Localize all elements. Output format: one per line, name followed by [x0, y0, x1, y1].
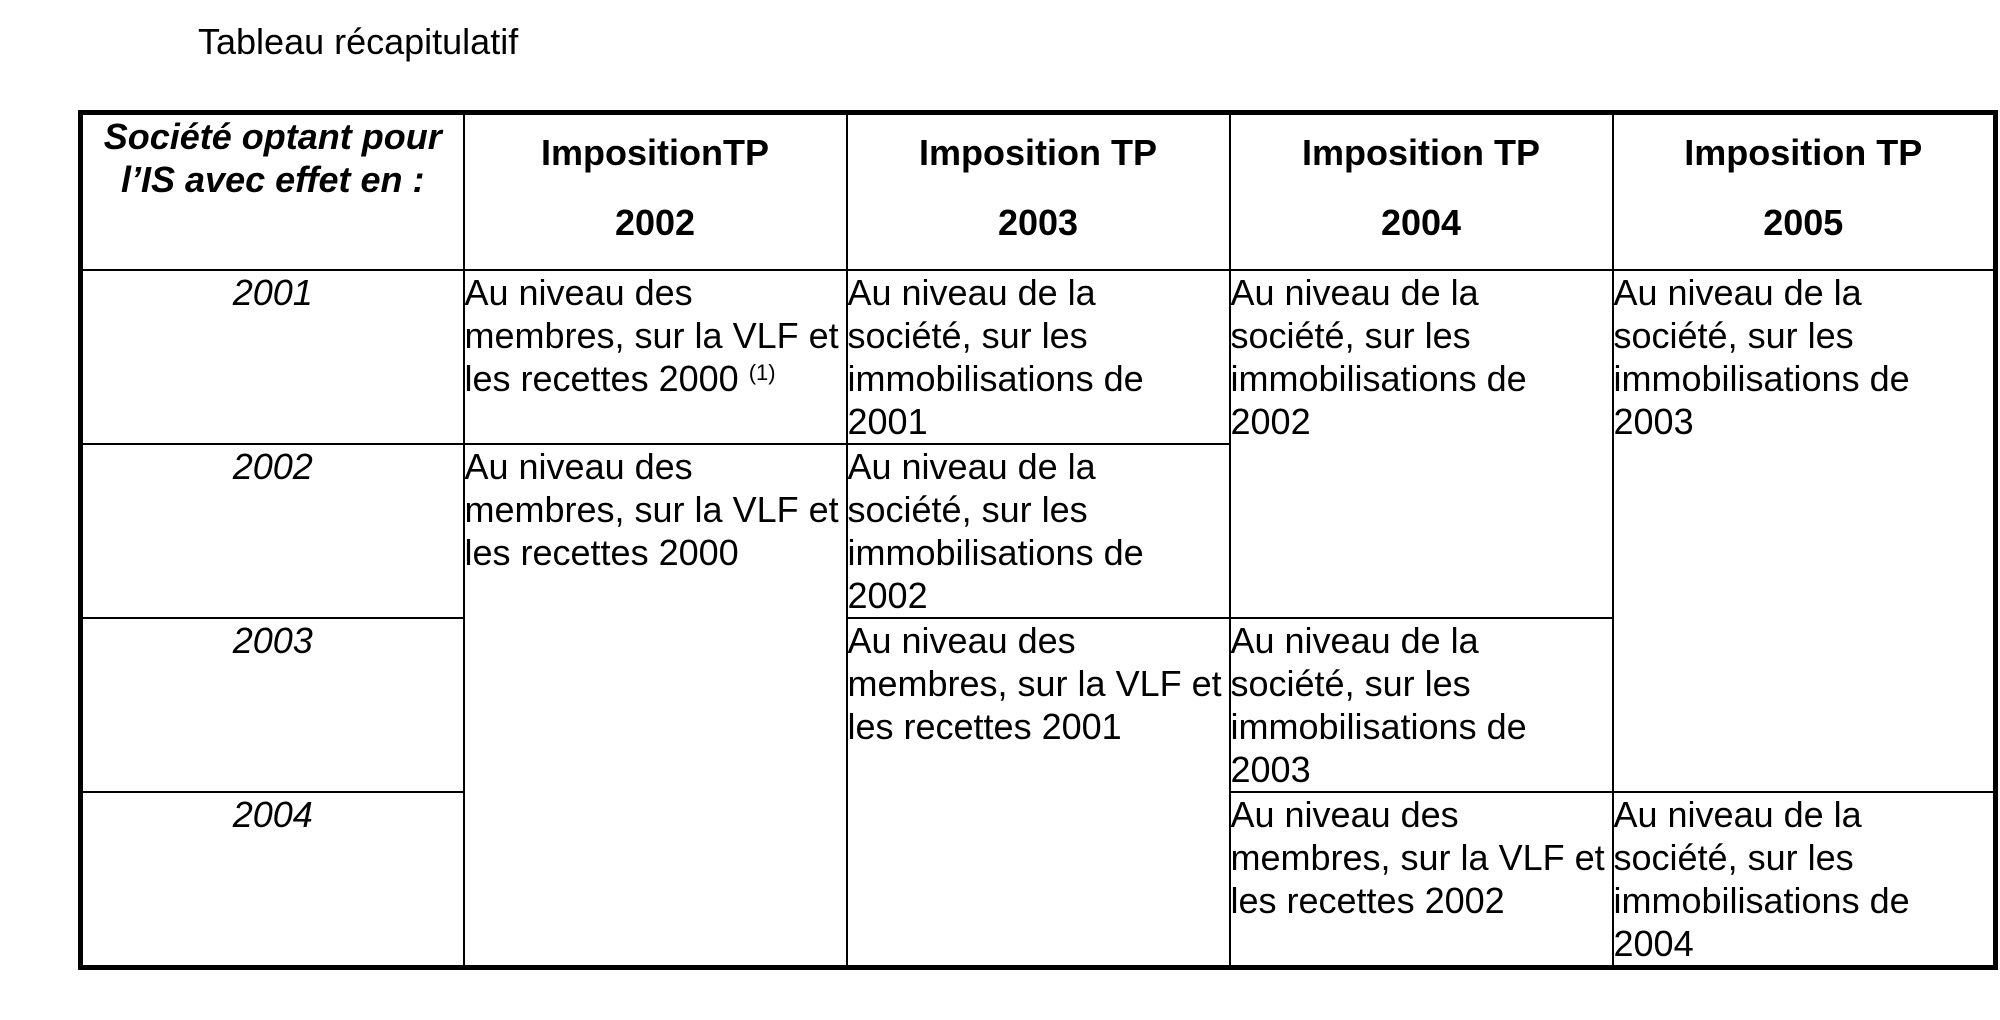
cell-2001-2003-2005: Au niveau de la société, sur les immobilisations de 2003	[1613, 270, 1996, 792]
row-year-2002: 2002	[81, 444, 464, 618]
footnote-marker: (1)	[748, 360, 776, 385]
cell-2002-2004-2002: Au niveau des membres, sur la VLF et les recettes 2000	[464, 444, 847, 968]
column-header-label: Imposition TP	[1684, 132, 1923, 173]
column-header-year: 2002	[614, 202, 696, 243]
cell-2001-2002	[464, 270, 847, 444]
cell-2003-2004: Au niveau de la société, sur les immobilisations de 2003	[1230, 618, 1613, 792]
cell-2001-2002-2004: Au niveau de la société, sur les immobilisations de 2002	[1230, 270, 1613, 618]
cell-text: Au niveau des membres, sur la VLF et les recettes 2000	[464, 272, 839, 399]
column-header-year: 2003	[997, 202, 1079, 243]
cell-2002-2003: Au niveau de la société, sur les immobilisations de 2002	[847, 444, 1230, 618]
column-header-label: ImpositionTP	[541, 132, 769, 173]
cell-2004-2004: Au niveau des membres, sur la VLF et les recettes 2002	[1230, 792, 1613, 968]
summary-table	[78, 110, 1998, 970]
row-year-2001: 2001	[81, 270, 464, 444]
document-title: Tableau récapitulatif	[198, 21, 519, 62]
column-header-label: Imposition TP	[1302, 132, 1540, 173]
row-year-2003: 2003	[81, 618, 464, 792]
column-header-year: 2005	[1763, 202, 1844, 243]
column-header-2002	[464, 113, 847, 271]
cell-2003-2004-2003: Au niveau des membres, sur la VLF et les recettes 2001	[847, 618, 1230, 968]
column-header-2005	[1613, 113, 1996, 271]
column-header-year: 2004	[1380, 202, 1462, 243]
column-header-2003	[847, 113, 1230, 271]
table-row-2001	[81, 270, 1996, 444]
cell-2004-2005: Au niveau de la société, sur les immobilisations de 2004	[1613, 792, 1996, 968]
header-row	[81, 113, 1996, 271]
row-year-2004: 2004	[81, 792, 464, 968]
column-header-2004	[1230, 113, 1613, 271]
column-header-label: Imposition TP	[919, 132, 1157, 173]
cell-2001-2003: Au niveau de la société, sur les immobilisations de 2001	[847, 270, 1230, 444]
corner-header: Société optant pour l’IS avec effet en :	[81, 113, 464, 271]
